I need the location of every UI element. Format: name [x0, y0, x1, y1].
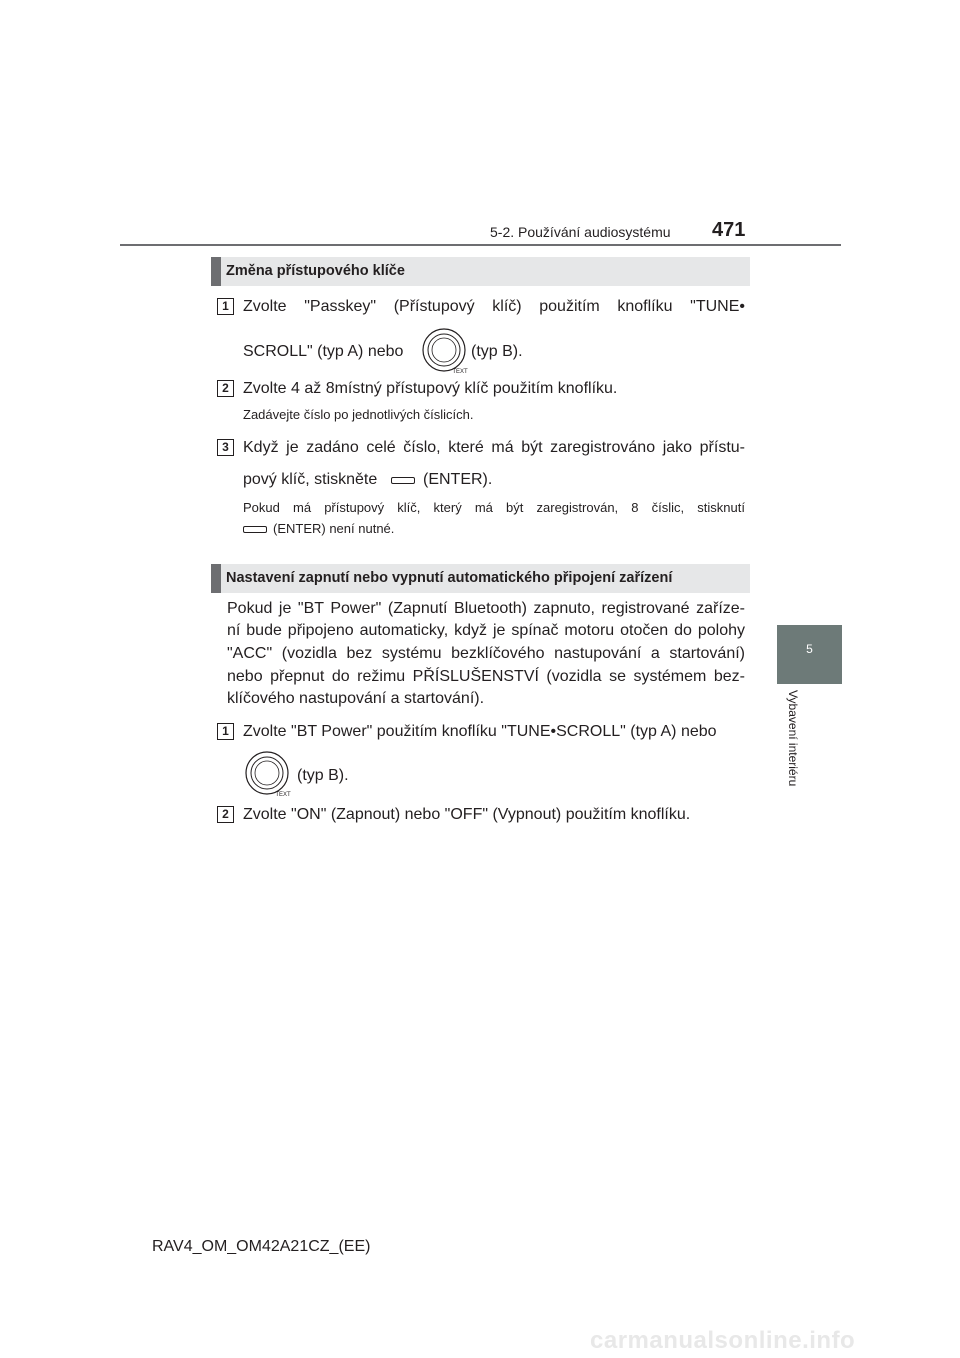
step-number-box: 2 — [217, 806, 234, 823]
paragraph-line: "ACC" (vozidla bez systému bezklíčového nastupování a startování) — [227, 645, 745, 662]
step-text: pový klíč, stiskněte — [243, 471, 378, 488]
step-note: (ENTER) není nutné. — [273, 521, 395, 536]
step-text: (typ B). — [471, 343, 523, 360]
paragraph-line: ní bude připojeno automaticky, když je spínač motoru otočen do polohy — [227, 622, 745, 639]
page-number: 471 — [712, 219, 746, 241]
step-text: Zvolte "BT Power" použitím knoflíku "TUNE•SCROLL" (typ A) nebo — [243, 723, 717, 740]
section-heading-auto-connect: Nastavení zapnutí nebo vypnutí automatického připojení zařízení — [211, 564, 750, 593]
step-text: SCROLL" (typ A) nebo — [243, 343, 404, 360]
watermark: carmanualsonline.info — [590, 1327, 856, 1354]
chapter-title: Vybavení interiéru — [786, 690, 800, 787]
step-number-box: 2 — [217, 380, 234, 397]
section-heading-passkey: Změna přístupového klíče — [211, 257, 750, 286]
step-text: Zvolte 4 až 8místný přístupový klíč použitím knoflíku. — [243, 380, 618, 397]
step-note: Pokud má přístupový klíč, který má být zaregistrován, 8 číslic, stisknutí — [243, 500, 745, 515]
step-note: Zadávejte číslo po jednotlivých číslicích. — [243, 407, 474, 422]
paragraph-line: Pokud je "BT Power" (Zapnutí Bluetooth) zapnuto, registrované zaříze- — [227, 600, 745, 617]
tune-scroll-knob-icon — [420, 327, 468, 375]
step-text: Když je zadáno celé číslo, které má být zaregistrováno jako přístu- — [243, 439, 745, 456]
step-number-box: 1 — [217, 723, 234, 740]
step-text: (ENTER). — [423, 471, 493, 488]
paragraph-line: klíčového nastupování a startování). — [227, 690, 485, 707]
step-number-box: 1 — [217, 298, 234, 315]
document-code: RAV4_OM_OM42A21CZ_(EE) — [152, 1238, 371, 1255]
step-text: Zvolte "Passkey" (Přístupový klíč) použitím knoflíku "TUNE• — [243, 298, 745, 315]
knob-label: TEXT — [275, 792, 291, 798]
enter-button-icon — [243, 526, 267, 533]
step-number-box: 3 — [217, 439, 234, 456]
tune-scroll-knob-icon — [243, 750, 291, 798]
enter-button-icon — [391, 477, 415, 484]
header-divider — [120, 244, 841, 246]
knob-label: TEXT — [452, 369, 468, 375]
chapter-number: 5 — [806, 642, 813, 656]
paragraph-line: nebo přepnut do režimu PŘÍSLUŠENSTVÍ (vozidla se systémem bez- — [227, 668, 745, 685]
step-text: (typ B). — [297, 767, 349, 784]
running-header-section: 5-2. Používání audiosystému — [490, 224, 671, 240]
step-text: Zvolte "ON" (Zapnout) nebo "OFF" (Vypnout) použitím knoflíku. — [243, 806, 691, 823]
